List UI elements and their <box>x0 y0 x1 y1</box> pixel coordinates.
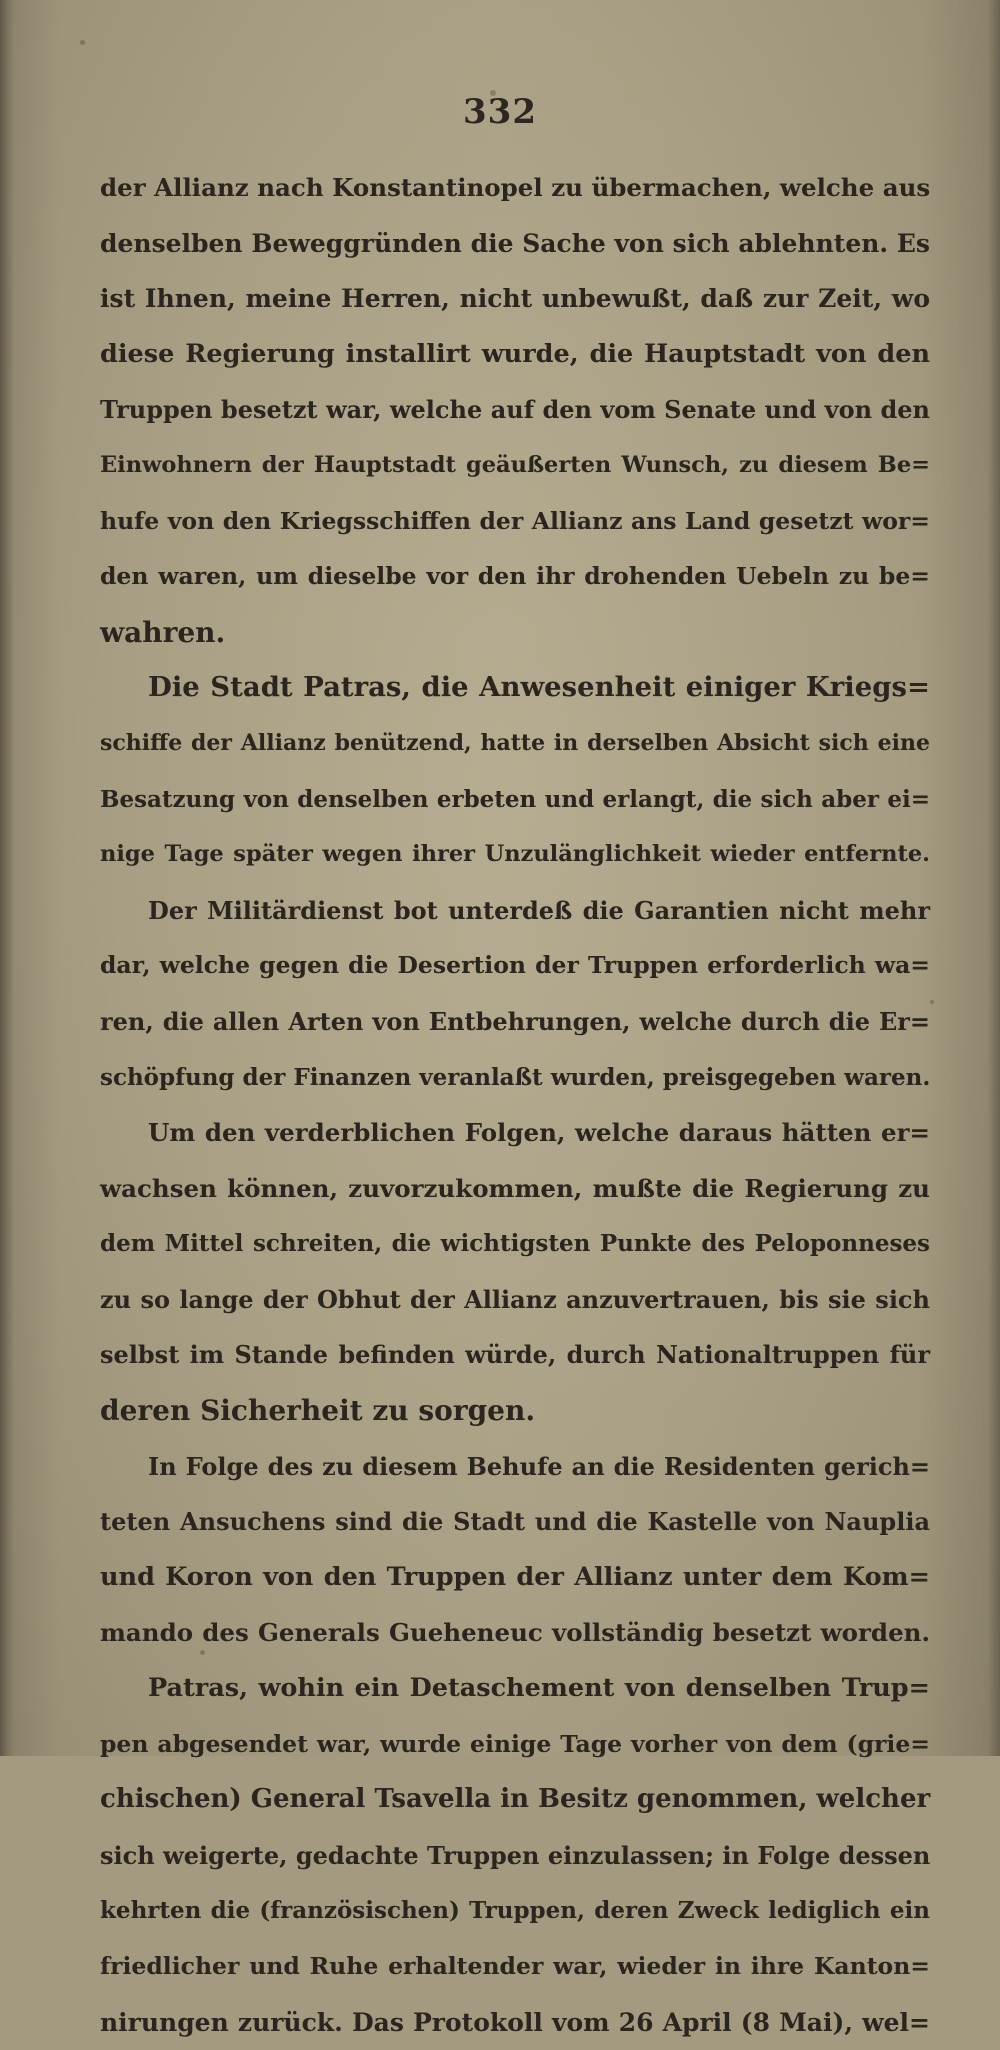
text-line: friedlicher und Ruhe erhaltender war, wieder in ihre Kanton= <box>100 1952 930 1980</box>
text-line: wahren. <box>100 615 226 649</box>
text-line: kehrten die (französischen) Truppen, deren Zweck lediglich ein <box>100 1897 930 1925</box>
text-line: den waren, um dieselbe vor den ihr drohenden Uebeln zu be= <box>100 562 930 591</box>
text-line: Um den verderblichen Folgen, welche daraus hätten er= <box>148 1118 930 1148</box>
text-line: und Koron von den Truppen der Allianz unter dem Kom= <box>100 1561 930 1592</box>
body-text <box>100 160 930 2050</box>
text-line: teten Ansuchens sind die Stadt und die Kastelle von Nauplia <box>100 1507 930 1537</box>
text-line: schöpfung der Finanzen veranlaßt wurden, preisgegeben waren. <box>100 1063 931 1091</box>
text-line: selbst im Stande befinden würde, durch Nationaltruppen für <box>100 1340 930 1370</box>
text-line: diese Regierung installirt wurde, die Hauptstadt von den <box>100 338 930 369</box>
page-left-edge <box>0 0 14 1756</box>
text-line: In Folge des zu diesem Behufe an die Residenten gerich= <box>148 1451 930 1481</box>
text-line: Truppen besetzt war, welche auf den vom Senate und von den <box>100 395 930 425</box>
text-line: pen abgesendet war, wurde einige Tage vorher von dem (grie= <box>100 1729 930 1758</box>
paper-spot <box>80 40 85 45</box>
text-line: schiffe der Allianz benützend, hatte in derselben Absicht sich eine <box>100 729 930 756</box>
text-line: Besatzung von denselben erbeten und erlangt, die sich aber ei= <box>100 785 930 813</box>
text-line: mando des Generals Gueheneuc vollständig besetzt worden. <box>100 1618 930 1648</box>
text-line: der Allianz nach Konstantinopel zu übermachen, welche aus <box>100 173 931 202</box>
text-line: Die Stadt Patras, die Anwesenheit einiger Kriegs= <box>148 671 930 704</box>
text-line: nige Tage später wegen ihrer Unzulänglichkeit wieder entfernte. <box>100 841 930 868</box>
page-right-edge <box>988 0 1000 1756</box>
text-line: ren, die allen Arten von Entbehrungen, welche durch die Er= <box>100 1006 930 1036</box>
text-line: chischen) General Tsavella in Besitz genommen, welcher <box>100 1784 931 1815</box>
text-line: dar, welche gegen die Desertion der Truppen erforderlich wa= <box>100 951 930 980</box>
paper-spot <box>930 1000 934 1004</box>
text-line: zu so lange der Obhut der Allianz anzuvertrauen, bis sie sich <box>100 1284 930 1314</box>
text-line: nirungen zurück. Das Protokoll vom 26 April (8 Mai), wel= <box>100 2007 930 2037</box>
text-line: hufe von den Kriegsschiffen der Allianz ans Land gesetzt wor= <box>100 506 930 535</box>
text-line: Der Militärdienst bot unterdeß die Garantien nicht mehr <box>148 895 930 925</box>
page-number: 332 <box>463 92 537 132</box>
text-line: Einwohnern der Hauptstadt geäußerten Wunsch, zu diesem Be= <box>100 451 930 478</box>
text-line: deren Sicherheit zu sorgen. <box>100 1394 536 1428</box>
text-line: Patras, wohin ein Detaschement von denselben Trup= <box>148 1673 930 1704</box>
text-line: denselben Beweggründen die Sache von sich ablehnten. Es <box>100 228 930 258</box>
text-line: sich weigerte, gedachte Truppen einzulassen; in Folge dessen <box>100 1840 931 1870</box>
text-line: wachsen können, zuvorzukommen, mußte die Regierung zu <box>100 1173 930 1203</box>
text-line: dem Mittel schreiten, die wichtigsten Punkte des Peloponneses <box>100 1230 930 1258</box>
text-line: ist Ihnen, meine Herren, nicht unbewußt, daß zur Zeit, wo <box>100 284 930 314</box>
